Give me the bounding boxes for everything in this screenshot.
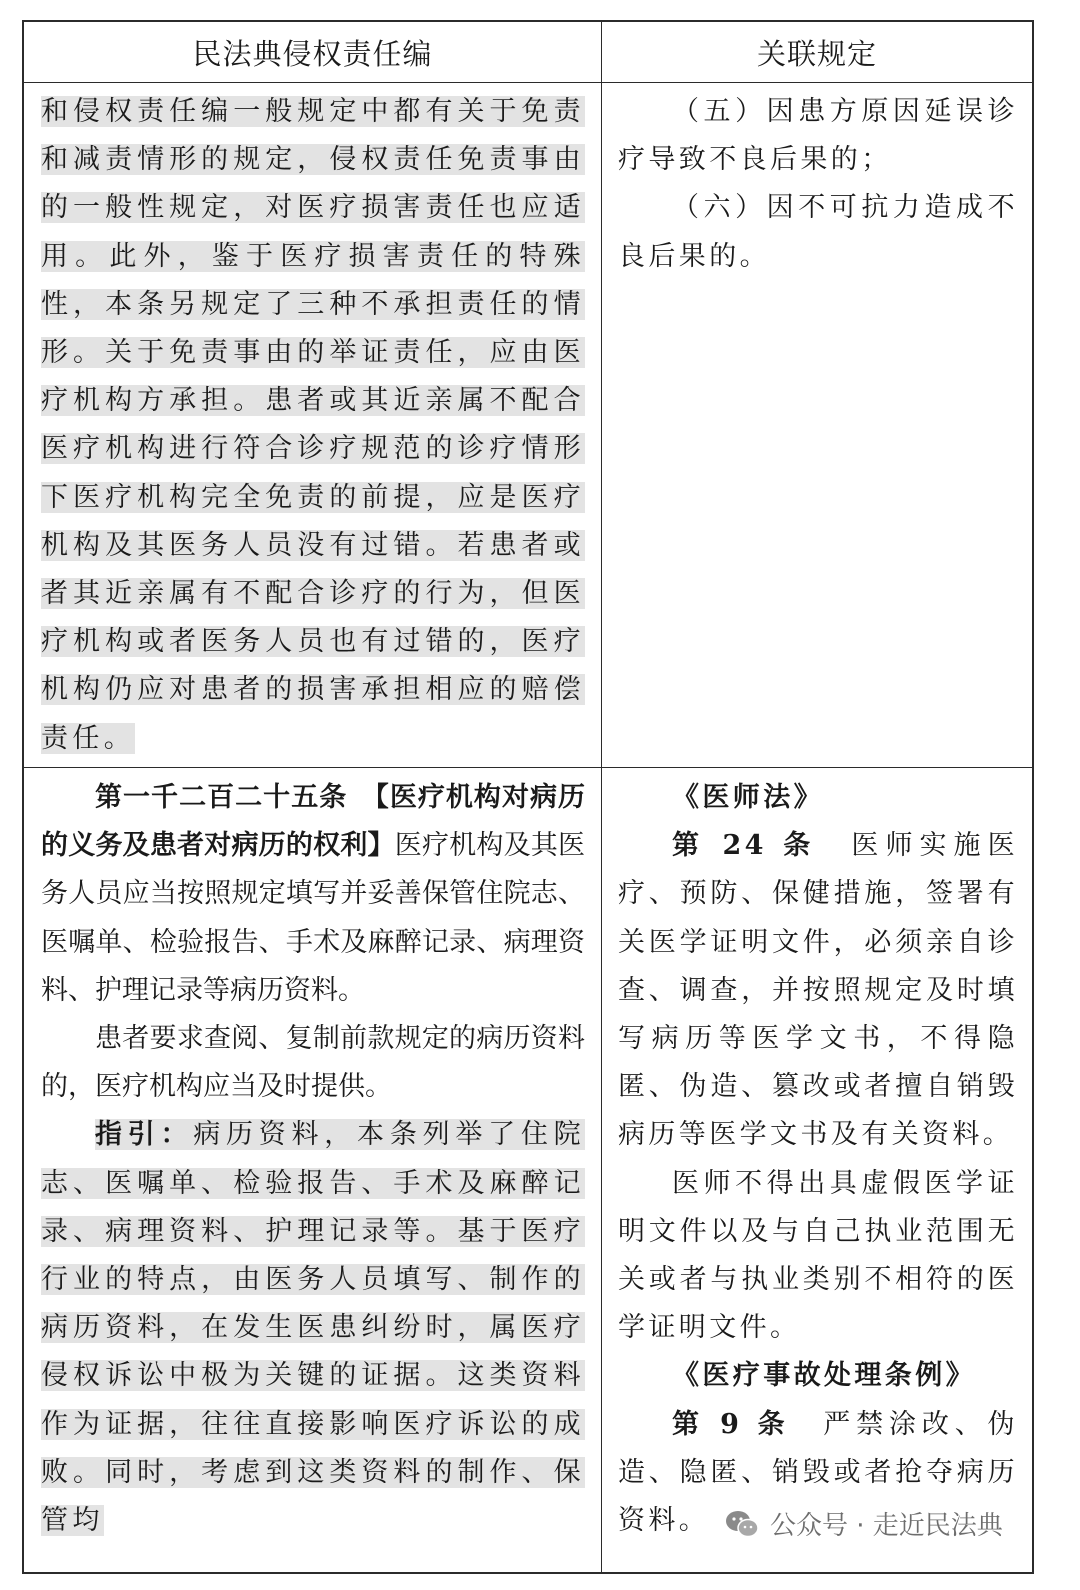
guide-text: 病历资料，本条列举了住院志、医嘱单、检验报告、手术及麻醉记录、病理资料、护理记录等。基于医疗行业的特点，由医务人员填写、制作的病历资料，在发生医患纠纷时，属医疗侵权诉讼中极为关键的证据。这类资料作为证据，往往直接影响医疗诉讼的成败。同时，考虑到这类资料的制作、保管均 — [41, 1119, 585, 1537]
column-divider — [601, 22, 602, 1572]
law-physicians-title: 《医师法》 — [672, 782, 824, 813]
article-1225-body: 医疗机构及其医务人员应当按照规定填写并妥善保管住院志、医嘱单、检验报告、手术及麻醉记录、病理资料、护理记录等病历资料。 — [41, 830, 585, 1006]
legal-comparison-table — [22, 20, 1034, 1574]
wechat-watermark — [718, 1503, 1009, 1544]
commentary-text: 和侵权责任编一般规定中都有关于免责和减责情形的规定，侵权责任免责事由的一般性规定，对医疗损害责任也应适用。此外，鉴于医疗损害责任的特殊性，本条另规定了三种不承担责任的情形。关于免责事由的举证责任，应由医疗机构方承担。患者或其近亲属不配合医疗机构进行符合诊疗规范的诊疗情形下医疗机构完全免责的前提，应是医疗机构及其医务人员没有过错。若患者或者其近亲属有不配合诊疗的行为，但医疗机构或者医务人员也有过错的，医疗机构仍应对患者的损害承担相应的赔偿责任。 — [41, 96, 585, 754]
physicians-law-article-24-text: 医师实施医疗、预防、保健措施，签署有关医学证明文件，必须亲自诊查、调查，并按照规定及时填写病历等医学文书，不得隐匿、伪造、篡改或者擅自销毁病历等医学文书及有关资料。 — [618, 830, 1018, 1151]
watermark-text: 公众号 · 走近民法典 — [770, 1511, 1003, 1541]
medical-accident-article-9-label: 第 9 条 — [672, 1408, 791, 1440]
header-civil-code-tort-liability: 民法典侵权责任编 — [192, 36, 433, 71]
provision-item-5: （五）因患方原因延误诊疗导致不良后果的； — [618, 96, 1018, 176]
article-1225-title: 第一千二百二十五条 【医疗机构对病历的义务及患者对病历的权利】 — [41, 782, 585, 862]
physicians-law-article-24-para2: 医师不得出具虚假医学证明文件以及与自己执业范围无关或者与执业类别不相符的医学证明文件。 — [618, 1167, 1018, 1344]
row2-left-cell — [41, 774, 585, 1574]
law-medical-accident-title: 《医疗事故处理条例》 — [672, 1360, 976, 1392]
header-related-provisions: 关联规定 — [756, 36, 877, 71]
physicians-law-article-24-label: 第 24 条 — [672, 830, 818, 862]
guide-label: 指引： — [95, 1119, 194, 1151]
medical-accident-article-9-text: 严禁涂改、伪造、隐匿、销毁或者抢夺病历资料。 — [618, 1408, 1018, 1537]
row1-left-cell — [41, 88, 585, 763]
row2-right-cell — [618, 774, 1018, 1574]
provision-item-6: （六）因不可抗力造成不良后果的。 — [618, 192, 1018, 272]
row-divider — [24, 767, 1032, 768]
article-1225-para2: 患者要求查阅、复制前款规定的病历资料的，医疗机构应当及时提供。 — [41, 1023, 585, 1103]
wechat-icon — [724, 1509, 760, 1539]
row1-right-cell — [618, 88, 1018, 763]
header-row-divider — [24, 82, 1032, 83]
